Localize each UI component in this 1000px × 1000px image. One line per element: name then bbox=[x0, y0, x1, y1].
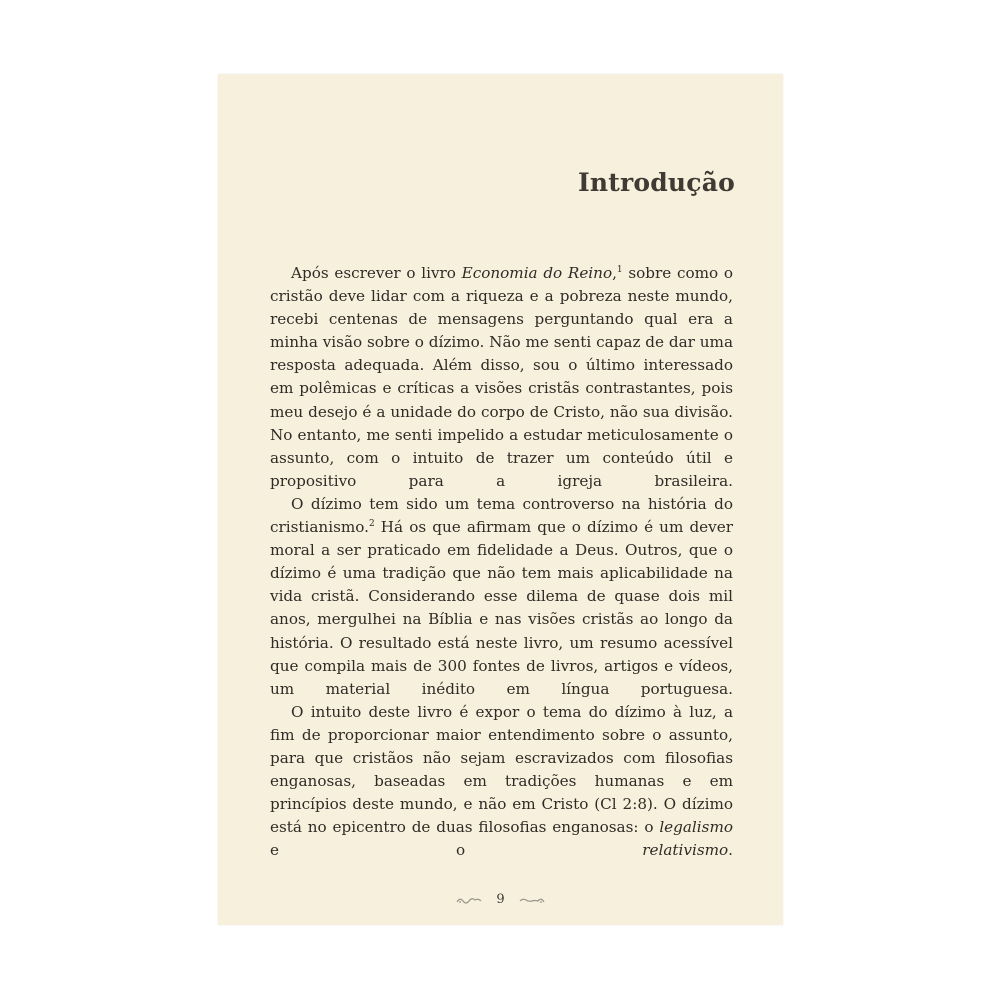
page-footer bbox=[218, 892, 783, 907]
page-number: 9 bbox=[496, 892, 505, 907]
paragraph-3-mid: e o bbox=[270, 841, 643, 860]
paragraph-2-start: O dízimo tem sido um tema controverso na história do cristianismo. bbox=[270, 494, 733, 537]
paragraph-1 bbox=[270, 262, 733, 493]
paragraph-2-rest: Há os que afirmam que o dízimo é um dever moral a ser praticado em fidelidade a Deus. Outros, que o dízimo é uma tradição que não tem mais aplicabilidade na vida cristã. Considerando esse dilema de quase dois mil anos, mergulhei na Bíblia e nas visões cristãs ao longo da história. O resultado está neste livro, um resumo acessível que compila mais de 300 fontes de livros, artigos e vídeos, um material inédito em língua portuguesa. bbox=[270, 518, 733, 698]
body-text bbox=[270, 262, 733, 862]
right-ornament-icon bbox=[519, 895, 545, 905]
paragraph-3-end: . bbox=[728, 841, 733, 860]
paragraph-1-rest: sobre como o cristão deve lidar com a riqueza e a pobreza neste mundo, recebi centenas de mensagens perguntando qual era a minha visão sobre o dízimo. Não me senti capaz de dar uma resposta adequada. Além disso, sou o último interessado em polêmicas e críticas a visões cristãs contrastantes, pois meu desejo é a unidade do corpo de Cristo, não sua divisão. No entanto, me senti impelido a estudar meticulosamente o assunto, com o intuito de trazer um conteúdo útil e propositivo para a igreja brasileira. bbox=[270, 264, 733, 490]
chapter-title: Introdução bbox=[577, 168, 735, 197]
footnote-marker-2: 2 bbox=[368, 519, 375, 530]
paragraph-1-comma: , bbox=[612, 264, 617, 282]
paragraph-3-start: O intuito deste livro é expor o tema do dízimo à luz, a fim de proporcionar maior entendimento sobre o assunto, para que cristãos não sejam escravizados com filosofias enganosas, baseadas em tradições humanas e em princípios deste mundo, e não em Cristo (Cl 2:8). O dízimo está no epicentro de duas filosofias enganosas: o bbox=[270, 702, 733, 837]
paragraph-3 bbox=[270, 701, 733, 863]
relativismo-italic: relativismo bbox=[642, 841, 729, 860]
paragraph-2 bbox=[270, 493, 733, 701]
left-ornament-icon bbox=[456, 895, 482, 905]
paragraph-1-start: Após escrever o livro bbox=[291, 264, 462, 282]
footnote-marker-1: 1 bbox=[616, 265, 623, 275]
book-page bbox=[218, 74, 783, 925]
book-title-italic: Economia do Reino bbox=[461, 264, 613, 282]
legalismo-italic: legalismo bbox=[659, 818, 733, 837]
